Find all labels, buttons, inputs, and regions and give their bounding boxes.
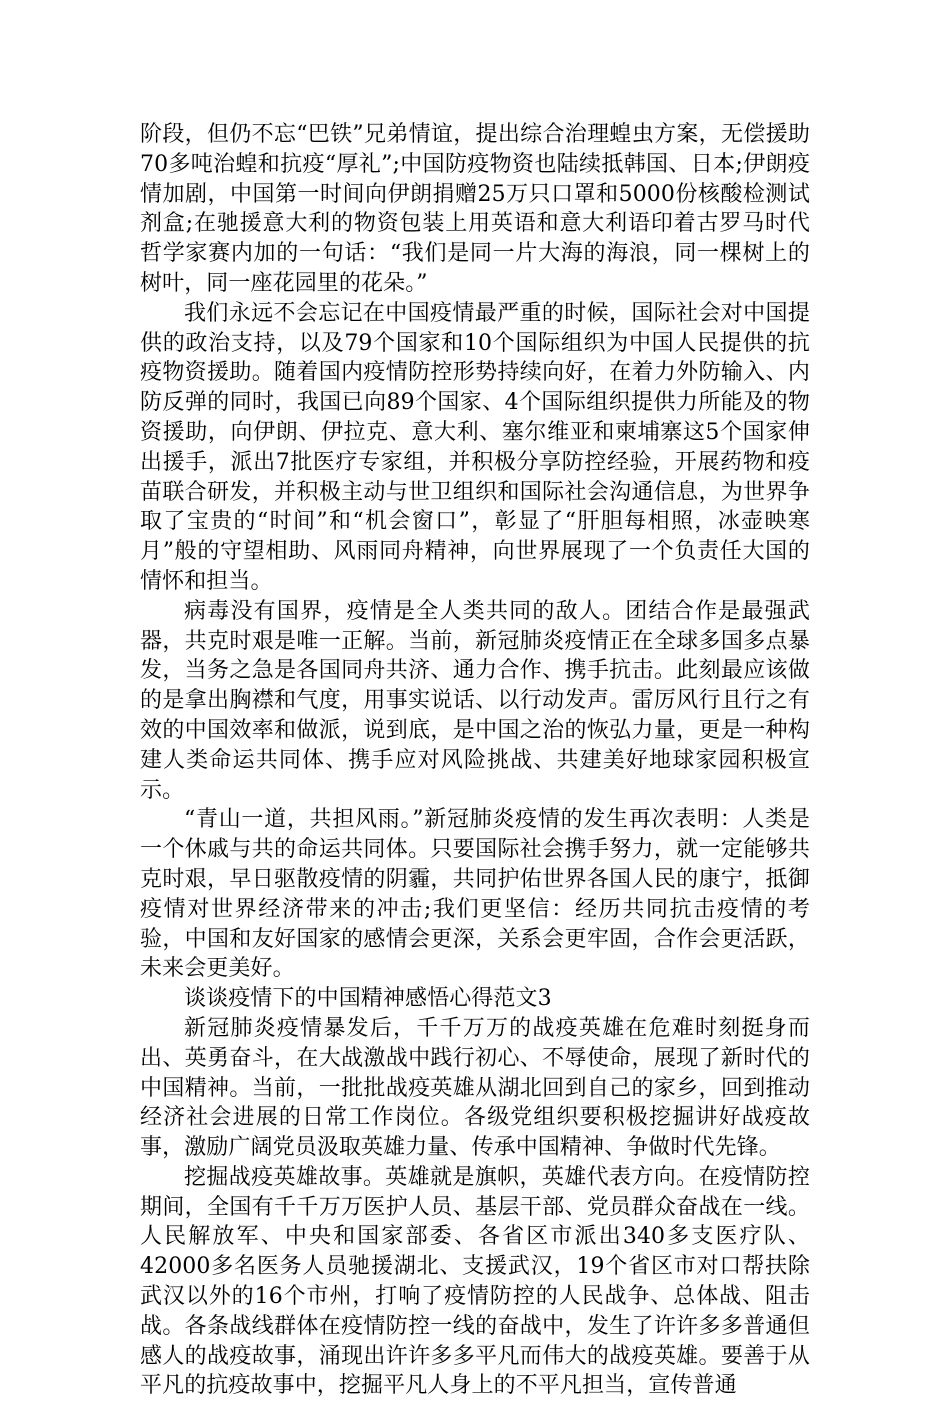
paragraph: 新冠肺炎疫情暴发后，千千万万的战疫英雄在危难时刻挺身而出、英勇奋斗，在大战激战中践行初心、不辱使命，展现了新时代的中国精神。当前，一批批战疫英雄从湖北回到自己的家乡，回到推动经济社会进展的日常工作岗位。各级党组织要积极挖掘讲好战疫故事，激励广阔党员汲取英雄力量、传承中国精神、争做时代先锋。 [140,1015,810,1161]
paragraph: 挖掘战疫英雄故事。英雄就是旗帜，英雄代表方向。在疫情防控期间，全国有千千万万医护人员、基层干部、党员群众奋战在一线。人民解放军、中央和国家部委、各省区市派出340多支医疗队、42000多名医务人员驰援湖北、支援武汉，19个省区市对口帮扶除武汉以外的16个市州，打响了疫情防控的人民战争、总体战、阻击战。各条战线群体在疫情防控一线的奋战中，发生了许许多多普通但感人的战疫故事，涌现出许许多多平凡而伟大的战疫英雄。要善于从平凡的抗疫故事中，挖掘平凡人身上的不平凡担当，宣传普通 [140,1164,810,1399]
paragraph: “青山一道，共担风雨。”新冠肺炎疫情的发生再次表明：人类是一个休戚与共的命运共同体。只要国际社会携手努力，就一定能够共克时艰，早日驱散疫情的阴霾，共同护佑世界各国人民的康宁，抵御疫情对世界经济带来的冲击;我们更坚信：经历共同抗击疫情的考验，中国和友好国家的感情会更深，关系会更牢固，合作会更活跃，未来会更美好。 [140,807,810,982]
paragraph: 病毒没有国界，疫情是全人类共同的敌人。团结合作是最强武器，共克时艰是唯一正解。当前，新冠肺炎疫情正在全球多国多点暴发，当务之急是各国同舟共济、通力合作、携手抗击。此刻最应该做的是拿出胸襟和气度，用事实说话、以行动发声。雷厉风行且行之有效的中国效率和做派，说到底，是中国之治的恢弘力量，更是一种构建人类命运共同体、携手应对风险挑战、共建美好地球家园积极宣示。 [140,598,810,803]
paragraph-continued: 阶段，但仍不忘“巴铁”兄弟情谊，提出综合治理蝗虫方案，无偿援助70多吨治蝗和抗疫“厚礼”;中国防疫物资也陆续抵韩国、日本;伊朗疫情加剧，中国第一时间向伊朗捐赠25万只口罩和5000份核酸检测试剂盒;在驰援意大利的物资包装上用英语和意大利语印着古罗马时代哲学家赛内加的一句话：“我们是同一片大海的海浪，同一棵树上的树叶，同一座花园里的花朵。” [140,122,810,296]
document-body [140,120,810,1401]
section-heading: 谈谈疫情下的中国精神感悟心得范文3 [184,986,552,1012]
paragraph: 我们永远不会忘记在中国疫情最严重的时候，国际社会对中国提供的政治支持，以及79个国家和10个国际组织为中国人民提供的抗疫物资援助。随着国内疫情防控形势持续向好，在着力外防输入、内防反弹的同时，我国已向89个国家、4个国际组织提供力所能及的物资援助，向伊朗、伊拉克、意大利、塞尔维亚和柬埔寨这5个国家伸出援手，派出7批医疗专家组，并积极分享防控经验，开展药物和疫苗联合研发，并积极主动与世卫组织和国际社会沟通信息，为世界争取了宝贵的“时间”和“机会窗口”，彰显了“肝胆每相照，冰壶映寒月”般的守望相助、风雨同舟精神，向世界展现了一个负责任大国的情怀和担当。 [140,300,810,594]
